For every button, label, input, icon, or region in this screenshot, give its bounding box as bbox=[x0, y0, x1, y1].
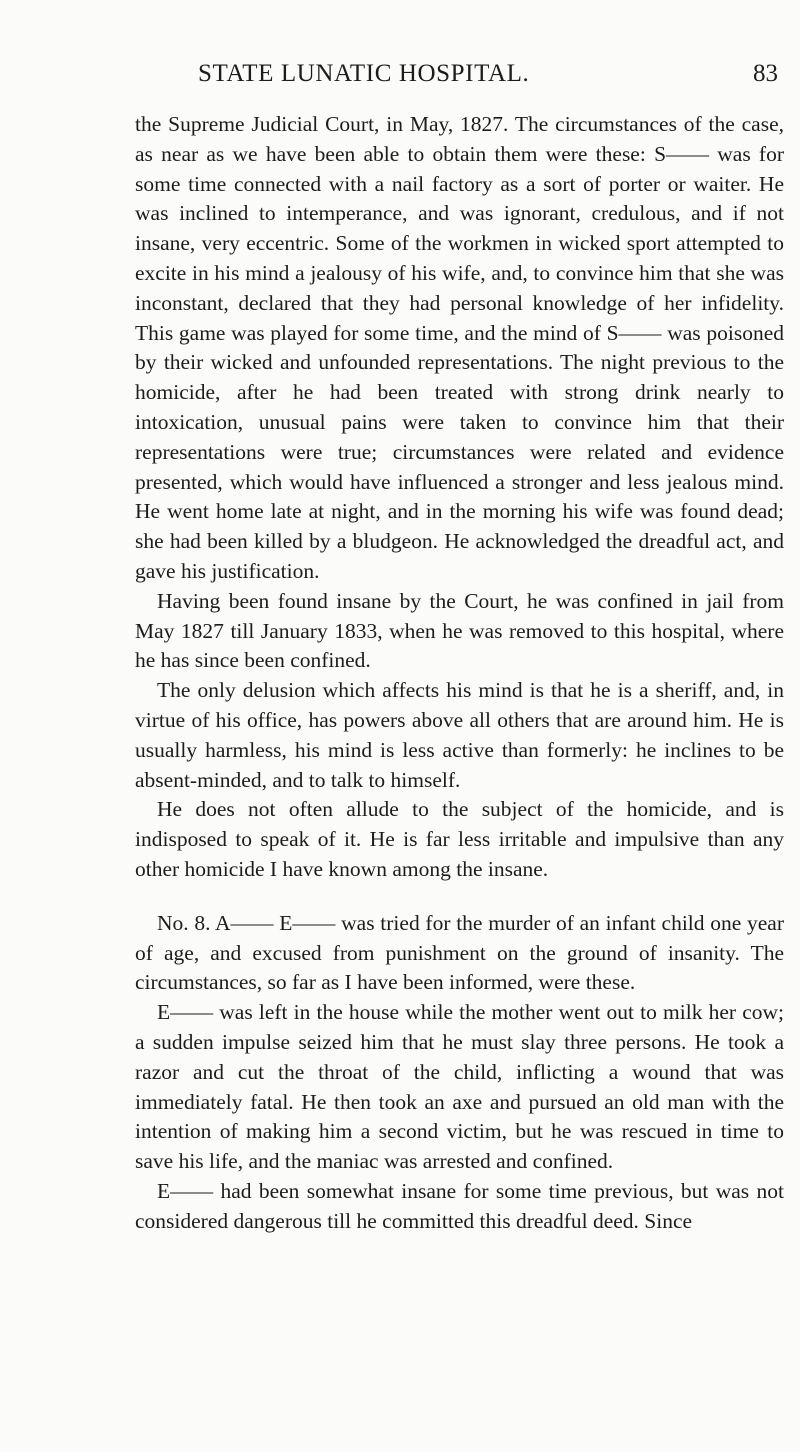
page-header bbox=[135, 60, 778, 92]
body-text bbox=[135, 110, 784, 1236]
page-number: 83 bbox=[753, 60, 778, 87]
paragraph: E—— was left in the house while the mother went out to milk her cow; a sudden impulse seized him that he must slay three persons. He took a razor and cut the throat of the child, inflicting a wound that was immediately fatal. He then took an axe and pursued an old man with the intention of making him a second victim, but he was rescued in time to save his life, and the maniac was arrested and confined. bbox=[135, 1000, 784, 1174]
case-heading-paragraph: No. 8. A—— E—— was tried for the murder of an infant child one year of age, and excused from punishment on the ground of insanity. The circumstances, so far as I have been informed, were these. bbox=[135, 910, 784, 995]
paragraph: E—— had been somewhat insane for some time previous, but was not considered dangerous till he committed this dreadful deed. Since bbox=[135, 1178, 784, 1233]
paragraph: He does not often allude to the subject of the homicide, and is indisposed to speak of it. He is far less irritable and impulsive than any other homicide I have known among the insane. bbox=[135, 797, 784, 881]
paragraph: Having been found insane by the Court, he was confined in jail from May 1827 till January 1833, when he was removed to this hospital, where he has since been confined. bbox=[135, 588, 784, 673]
paragraph: The only delusion which affects his mind is that he is a sheriff, and, in virtue of his office, has powers above all others that are around him. He is usually harmless, his mind is less active than formerly: he inclines to be absent-minded, and to talk to himself. bbox=[135, 678, 784, 792]
running-head: STATE LUNATIC HOSPITAL. bbox=[198, 60, 530, 87]
paragraph: the Supreme Judicial Court, in May, 1827. The circumstances of the case, as near as we have been able to obtain them were these: S—— was for some time connected with a nail factory as a sort of porter or waiter. He was inclined to intemperance, and was ignorant, credulous, and if not insane, very eccentric. Some of the workmen in wicked sport attempted to excite in his mind a jealousy of his wife, and, to convince him that she was inconstant, declared that they had personal knowledge of her infidelity. This game was played for some time, and the mind of S—— was poisoned by their wicked and unfounded representations. The night previous to the homicide, after he had been treated with strong drink nearly to intoxication, unusual pains were taken to convince him that their representations were true; circumstances were related and evidence presented, which would have influenced a stronger and less jealous mind. He went home late at night, and in the morning his wife was found dead; she had been killed by a bludgeon. He acknowledged the dreadful act, and gave his justification. bbox=[135, 112, 784, 583]
